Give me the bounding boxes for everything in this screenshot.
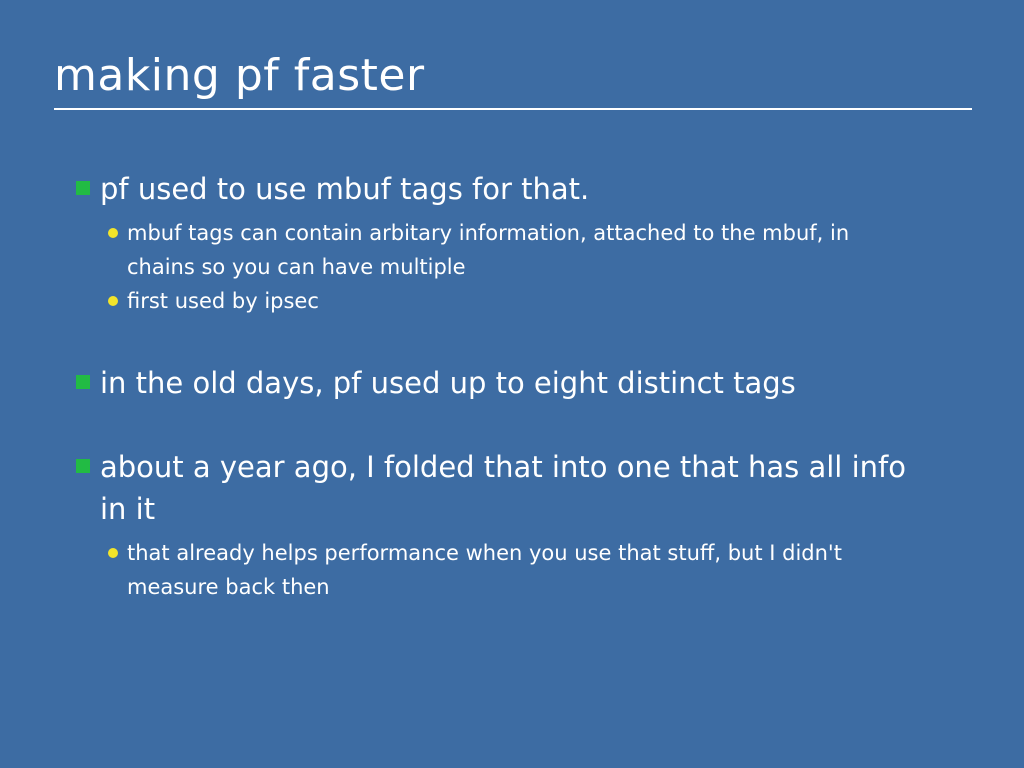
title-divider: [54, 108, 972, 110]
dot-bullet-icon: [108, 548, 118, 558]
dot-bullet-icon: [108, 296, 118, 306]
bullet-level1-label: about a year ago, I folded that into one that has all info in it: [100, 450, 906, 526]
bullet-level1-label: in the old days, pf used up to eight distinct tags: [100, 366, 796, 400]
slide-content: [76, 168, 956, 604]
bullet-level2: [108, 216, 956, 284]
bullet-level2-label: that already helps performance when you use that stuff, but I didn't measure back then: [127, 541, 842, 599]
spacer: [76, 318, 956, 362]
bullet-level2-label: first used by ipsec: [127, 289, 319, 313]
bullet-level1-label: pf used to use mbuf tags for that.: [100, 172, 590, 206]
bullet-level1: [76, 168, 956, 210]
spacer: [76, 404, 956, 446]
bullet-level2: [108, 536, 956, 604]
bullet-level1: [76, 446, 956, 530]
square-bullet-icon: [76, 181, 90, 195]
dot-bullet-icon: [108, 228, 118, 238]
title-block: [54, 50, 972, 110]
page-title: making pf faster: [54, 50, 425, 101]
square-bullet-icon: [76, 375, 90, 389]
bullet-level1: [76, 362, 956, 404]
bullet-level2-label: mbuf tags can contain arbitary information, attached to the mbuf, in chains so you can have multiple: [127, 221, 850, 279]
square-bullet-icon: [76, 459, 90, 473]
bullet-level2: [108, 284, 956, 318]
